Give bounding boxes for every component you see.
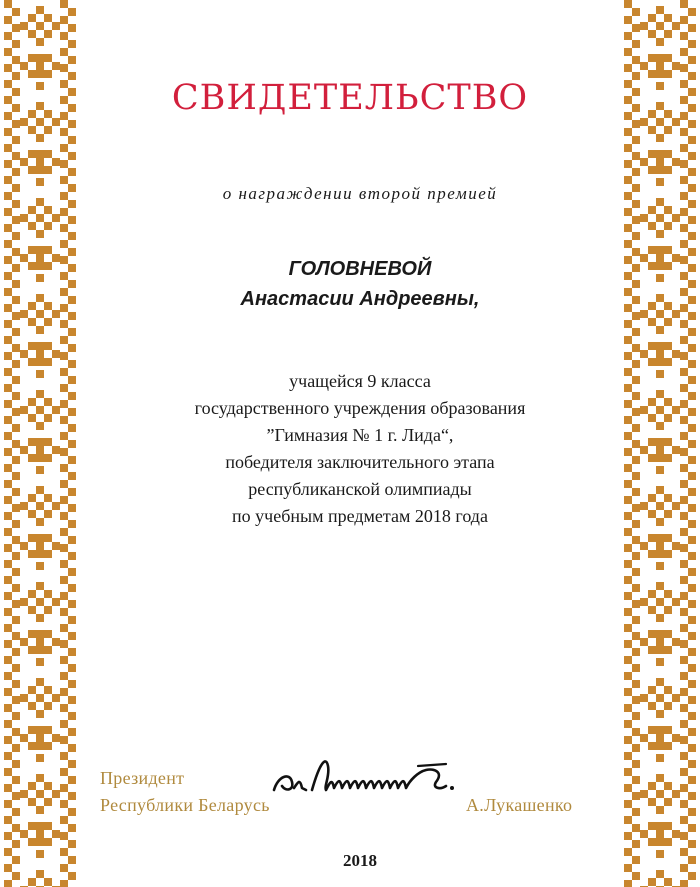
issue-year: 2018 [343,851,377,870]
signatory-name: А.Лукашенко [466,795,573,815]
certificate-body [0,368,700,530]
body-line: по учебным предметам 2018 года [232,506,488,526]
body-line: республиканской олимпиады [248,479,472,499]
award-subtitle: о награждении второй премией [222,184,498,203]
body-line: ”Гимназия № 1 г. Лида“, [266,425,454,445]
recipient-given-names: Анастасии Андреевны, [240,288,480,310]
certificate-title: СВИДЕТЕЛЬСТВО [171,78,529,118]
signatory-title-line2: Республики Беларусь [100,795,270,815]
body-line: победителя заключительного этапа [225,452,495,472]
body-line: государственного учреждения образования [194,398,526,418]
body-line: учащейся 9 класса [289,371,431,391]
signatory-title-line1: Президент [100,768,185,788]
recipient-surname: ГОЛОВНЕВОЙ [288,258,432,280]
handwritten-signature [268,752,468,802]
